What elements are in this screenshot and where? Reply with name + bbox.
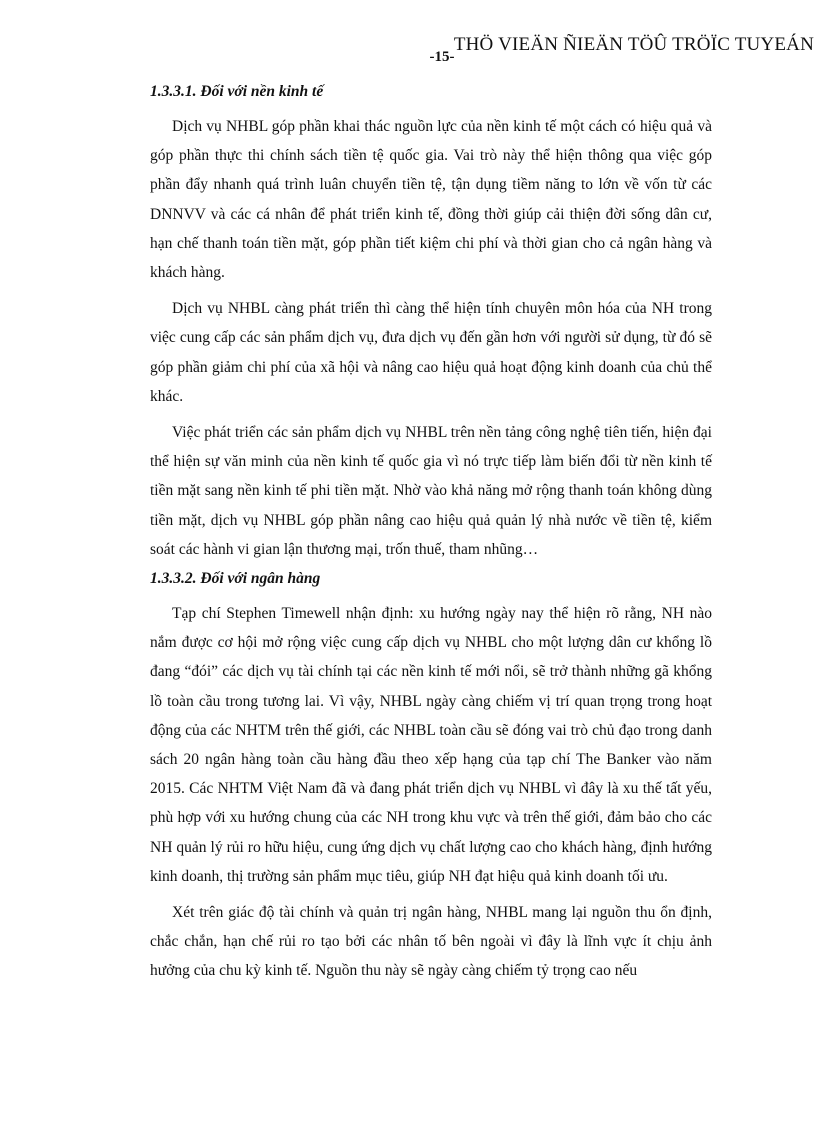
page-number: -15- — [429, 49, 455, 65]
paragraph: Tạp chí Stephen Timewell nhận định: xu hướng ngày nay thể hiện rõ rằng, NH nào nắm được cơ hội mở rộng việc cung cấp dịch vụ NHBL cho một lượng dân cư khổng lồ đang “đói” các dịch vụ tài chính tại các nền kinh tế mới nổi, sẽ trở thành những gã khổng lồ toàn cầu trong tương lai. Vì vậy, NHBL ngày càng chiếm vị trí quan trọng trong hoạt động của các NHTM trên thế giới, các NHBL toàn cầu sẽ đóng vai trò chủ đạo trong danh sách 20 ngân hàng toàn cầu hàng đầu theo xếp hạng của tạp chí The Banker vào năm 2015. Các NHTM Việt Nam đã và đang phát triển dịch vụ NHBL vì đây là xu thế tất yếu, phù hợp với xu hướng chung của các NH trong khu vực và trên thế giới, đảm bảo cho các NH quản lý rủi ro hữu hiệu, cung ứng dịch vụ chất lượng cao cho khách hàng, định hướng kinh doanh, thị trường sản phẩm mục tiêu, giúp NH đạt hiệu quả kinh doanh tối ưu. — [150, 605, 712, 885]
paragraph: Việc phát triển các sản phẩm dịch vụ NHBL trên nền tảng công nghệ tiên tiến, hiện đại thể hiện sự văn minh của nền kinh tế quốc gia vì nó trực tiếp làm biến đổi từ nền kinh tế tiền mặt sang nền kinh tế phi tiền mặt. Nhờ vào khả năng mở rộng thanh toán không dùng tiền mặt, dịch vụ NHBL góp phần nâng cao hiệu quả quản lý nhà nước về tiền tệ, kiểm soát các hành vi gian lận thương mại, trốn thuế, tham nhũng… — [150, 424, 712, 558]
paragraph: Dịch vụ NHBL góp phần khai thác nguồn lực của nền kinh tế một cách có hiệu quả và góp phần thực thi chính sách tiền tệ quốc gia. Vai trò này thể hiện thông qua việc góp phần đẩy nhanh quá trình luân chuyển tiền tệ, tận dụng tiềm năng to lớn về vốn từ các DNNVV và các cá nhân để phát triển kinh tế, đồng thời giúp cải thiện đời sống dân cư, hạn chế thanh toán tiền mặt, góp phần tiết kiệm chi phí và thời gian cho cả ngân hàng và khách hàng. — [150, 118, 712, 282]
watermark-text: THÖ VIEÄN ÑIEÄN TÖÛ TRÖÏC TUYEÁN — [453, 34, 814, 55]
paragraph: Dịch vụ NHBL càng phát triển thì càng thể hiện tính chuyên môn hóa của NH trong việc cung cấp các sản phẩm dịch vụ, đưa dịch vụ đến gần hơn với người sử dụng, từ đó sẽ góp phần giảm chi phí của xã hội và nâng cao hiệu quả hoạt động kinh doanh của chủ thể khác. — [150, 300, 712, 405]
document-body — [150, 82, 712, 993]
section-heading-bank: 1.3.3.2. Đối với ngân hàng — [150, 570, 321, 588]
section-heading-economy: 1.3.3.1. Đối với nền kinh tế — [150, 83, 324, 100]
paragraph: Xét trên giác độ tài chính và quản trị ngân hàng, NHBL mang lại nguồn thu ổn định, chắc chắn, hạn chế rủi ro tạo bởi các nhân tố bên ngoài vì đây là lĩnh vực ít chịu ảnh hưởng của chu kỳ kinh tế. Nguồn thu này sẽ ngày càng chiếm tỷ trọng cao nếu — [150, 904, 712, 980]
